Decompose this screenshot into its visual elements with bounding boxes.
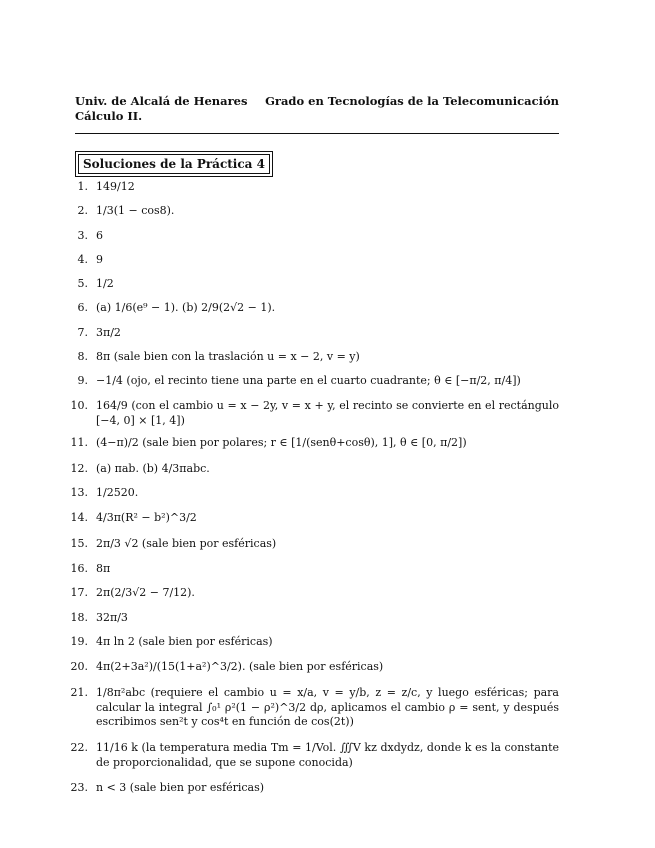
item-text: 8π: [96, 562, 111, 575]
item-number: 9.: [77, 374, 88, 387]
item-text: (a) πab. (b) 4/3πabc.: [96, 462, 210, 475]
item-text: 1/2: [96, 277, 114, 290]
item-text: 149/12: [96, 180, 135, 193]
item-text: 4π ln 2 (sale bien por esféricas): [96, 635, 273, 648]
item-number: 14.: [70, 511, 88, 524]
page-title: Soluciones de la Práctica 4: [78, 154, 270, 174]
degree-name: Grado en Tecnologías de la Telecomunicación: [265, 94, 559, 108]
item-number: 6.: [77, 301, 88, 314]
course-name: Cálculo II.: [75, 109, 143, 123]
item-number: 20.: [70, 660, 88, 673]
item-text: 9: [96, 253, 103, 266]
university-name: Univ. de Alcalá de Henares: [75, 94, 248, 108]
item-number: 15.: [70, 537, 88, 550]
item-number: 4.: [77, 253, 88, 266]
item-text: 8π (sale bien con la traslación u = x − 2, v = y): [96, 350, 360, 363]
item-number: 22.: [70, 741, 88, 754]
item-text: 1/2520.: [96, 486, 139, 499]
item-text: 164/9 (con el cambio u = x − 2y, v = x + y, el recinto se convierte en el rectángulo [−4, 0] × [1, 4]): [96, 399, 559, 427]
item-number: 10.: [70, 399, 88, 412]
item-number: 17.: [70, 586, 88, 599]
item-text: n < 3 (sale bien por esféricas): [96, 781, 265, 794]
item-number: 19.: [70, 635, 88, 648]
item-number: 8.: [77, 350, 88, 363]
item-text: 4/3π(R² − b²)^3/2: [96, 511, 197, 524]
item-number: 16.: [70, 562, 88, 575]
item-number: 5.: [77, 277, 88, 290]
item-text: (a) 1/6(e⁹ − 1). (b) 2/9(2√2 − 1).: [96, 301, 276, 314]
item-number: 11.: [70, 436, 88, 449]
title-box: [75, 151, 273, 177]
item-text: 4π(2+3a²)/(15(1+a²)^3/2). (sale bien por esféricas): [96, 660, 384, 673]
item-text: 2π(2/3√2 − 7/12).: [96, 586, 195, 599]
item-text: 1/8π²abc (requiere el cambio u = x/a, v = y/b, z = z/c, y luego esféricas; para calcular la integral ∫₀¹ ρ²(1 − ρ²)^3/2 dρ, aplicamos el cambio ρ = sent, y después escribimos sen²t y cos⁴t en función de cos(2t)): [96, 686, 559, 728]
header-left: [75, 94, 247, 124]
item-number: 21.: [70, 686, 88, 699]
item-text: −1/4 (ojo, el recinto tiene una parte en el cuarto cuadrante; θ ∈ [−π/2, π/4]): [96, 374, 521, 387]
item-number: 1.: [77, 180, 88, 193]
item-number: 7.: [77, 326, 88, 339]
item-text: 2π/3 √2 (sale bien por esféricas): [96, 537, 277, 550]
item-text: 1/3(1 − cos8).: [96, 204, 175, 217]
item-number: 2.: [77, 204, 88, 217]
item-number: 12.: [70, 462, 88, 475]
item-text: (4−π)/2 (sale bien por polares; r ∈ [1/(senθ+cosθ), 1], θ ∈ [0, π/2]): [96, 436, 467, 449]
item-number: 3.: [77, 229, 88, 242]
item-number: 13.: [70, 486, 88, 499]
item-number: 18.: [70, 611, 88, 624]
item-number: 23.: [70, 781, 88, 794]
item-text: 11/16 k (la temperatura media Tm = 1/Vol. ∭V kz dxdydz, donde k es la constante de proporcionalidad, que se supone conocida): [96, 741, 559, 769]
item-text: 3π/2: [96, 326, 121, 339]
header-rule: [75, 133, 559, 134]
item-text: 32π/3: [96, 611, 128, 624]
item-text: 6: [96, 229, 103, 242]
